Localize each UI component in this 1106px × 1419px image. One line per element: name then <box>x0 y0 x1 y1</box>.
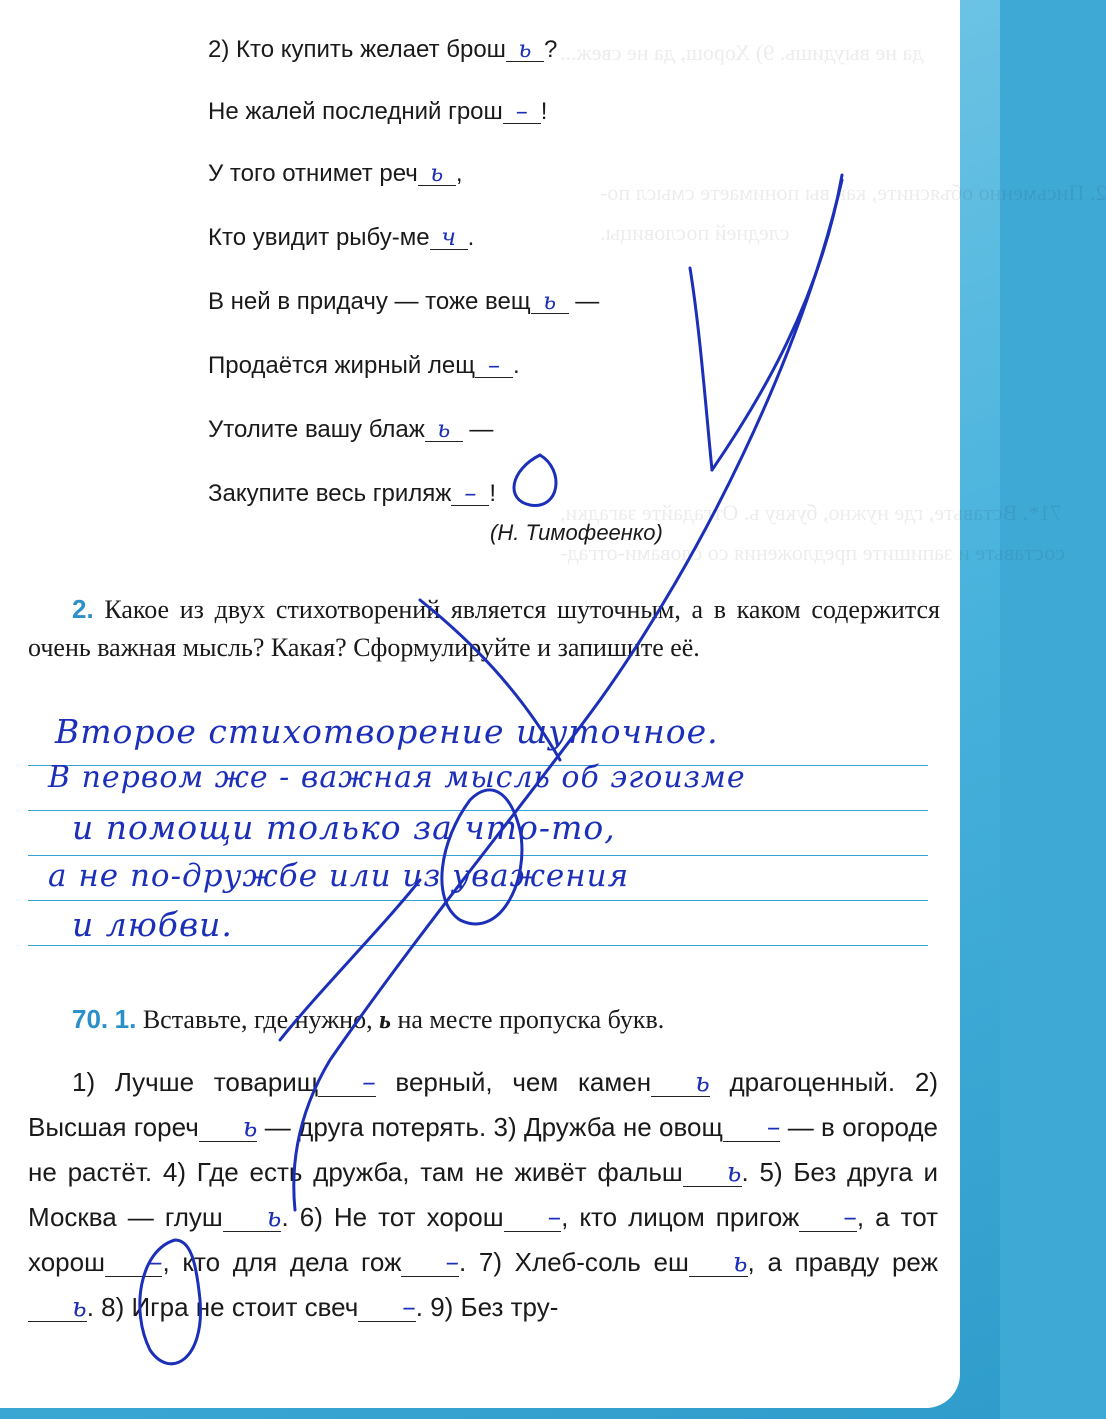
task-2 <box>28 590 940 667</box>
fill-blank[interactable]: – <box>105 1249 163 1277</box>
fill-blank[interactable]: – <box>799 1204 857 1232</box>
answer-line <box>28 945 928 946</box>
fill-blank[interactable]: ь <box>199 1114 258 1142</box>
pen-stroke-long-diagonal <box>294 180 842 1210</box>
handwritten-answer-line-3[interactable]: и помощи только за что-то, <box>72 808 616 847</box>
fill-blank[interactable]: – <box>723 1114 781 1142</box>
soft-sign-letter: ь <box>379 1005 391 1034</box>
fill-blank[interactable]: ь <box>531 289 569 314</box>
pen-stroke-checkmark-left <box>690 268 712 470</box>
answer-line <box>28 900 928 901</box>
poem-line-2: Не жалей последний грош – ! <box>208 97 548 125</box>
poem-line-6: Продаётся жирный лещ – . <box>208 351 520 379</box>
poem-line-1: 2) Кто купить желает брош ь ? <box>208 35 558 63</box>
handwritten-answer-line-2[interactable]: В первом же - важная мысль об эгоизме <box>48 760 746 795</box>
poem-line-7: Утолите вашу блаж ь — <box>208 415 494 443</box>
poem-line-8: Закупите весь гриляж – ! <box>208 479 496 507</box>
task-number: 2. <box>72 594 94 624</box>
fill-blank[interactable]: ь <box>689 1249 748 1277</box>
answer-line <box>28 855 928 856</box>
pen-stroke-loop-top <box>514 455 556 505</box>
poem-author: (Н. Тимофеенко) <box>490 520 663 545</box>
poem-line-3: У того отнимет реч ь , <box>208 159 463 187</box>
fill-blank[interactable]: ь <box>506 37 544 62</box>
fill-blank[interactable]: ь <box>418 161 456 186</box>
exercise-sub-number: 1. <box>114 1004 137 1034</box>
fill-blank[interactable]: – <box>475 353 513 378</box>
poem-line-5: В ней в придачу — тоже вещ ь — <box>208 287 600 315</box>
exercise-70-text: 1) Лучше товарищ – верный, чем камен ь драгоценный. 2) Высшая гореч ь — друга потерять. 3) Дружба не овощ – — в огороде не растёт. 4) Где есть дружба, там не живёт фальш ь. 5) Без друга и Москва — глуш ь. 6) Не тот хорош –, кто лицом пригож –, а тот хорош –, кто для дела гож –. 7) Хлеб-соль еш ь, а правду режь. 8) Игра не стоит свеч –. 9) Без тру- <box>28 1067 939 1323</box>
handwritten-answer-line-1[interactable]: Второе стихотворение шуточное. <box>55 712 719 751</box>
fill-blank[interactable]: ь <box>425 417 463 442</box>
fill-blank[interactable]: – <box>401 1249 459 1277</box>
task-text: Какое из двух стихотворений является шуточным, а в каком содержится очень важная мысль? Какая? Сформулируйте и запишите её. <box>28 595 941 662</box>
fill-blank[interactable]: – <box>504 1204 562 1232</box>
handwritten-answer-line-5[interactable]: и любви. <box>72 905 233 944</box>
fill-blank[interactable]: – <box>318 1069 376 1097</box>
fill-blank[interactable]: – <box>503 99 541 124</box>
fill-blank[interactable]: ь <box>651 1069 710 1097</box>
exercise-number: 70. <box>72 1004 109 1034</box>
handwritten-answer-line-4[interactable]: а не по-дружбе или из уважения <box>48 858 630 894</box>
fill-blank[interactable]: ч <box>430 225 468 250</box>
fill-blank[interactable]: ь <box>223 1204 282 1232</box>
fill-blank[interactable]: ь <box>28 1294 87 1322</box>
fill-blank[interactable]: ь <box>683 1159 742 1187</box>
workbook-page: да не выудишь. 9) Хорош, да не свеж... 2. Письменно объясните, как вы понимаете смысл по- следней пословицы. 71*. Вставьте, где нужно, букву ь. Отгадайте загадки, составьте и запишите предложения со словами-отгад- 2) Кто купить желает брош ь ? Не жалей последний грош – ! У того отнимет реч ь , Кто увидит рыбу-ме ч . В ней в придачу — тоже вещ ь — Продаётся жирный лещ – . Утолите вашу блаж ь — Закупите весь гриляж – ! (Н. Тимофеенко) 2. Какое из двух стихотворений является шуточным, а в каком содержится очень важная мысль? Какая? Сформулируйте и запишите её. Второе стихотворение шуточное. В первом же - важная мысль об эгоизме и помощи только за что-то, а не по-дружбе или из уважения и любви. 70. 1. Вставьте, где нужно, ь на месте пропуска букв. 1) Лучше товарищ – верный, чем камен ь драгоценный. 2) Высшая гореч ь — друга потерять. 3) Дружба не овощ – — в огороде не растёт. 4) Где есть дружба, там не живёт фальш ь. 5) Без друга и Москва — глуш ь. 6) Не тот хорош –, кто лицом пригож –, а тот хорош –, кто для дела гож –. 7) Хлеб-соль еш ь, а правду режь. 8) Игра не стоит свеч –. 9) Без тру- <box>0 0 960 1408</box>
exercise-70-heading: 70. 1. Вставьте, где нужно, ь на месте пропуска букв. <box>72 1004 665 1034</box>
fill-blank[interactable]: – <box>451 481 489 506</box>
poem-line-4: Кто увидит рыбу-ме ч . <box>208 223 475 251</box>
fill-blank[interactable]: – <box>358 1294 416 1322</box>
